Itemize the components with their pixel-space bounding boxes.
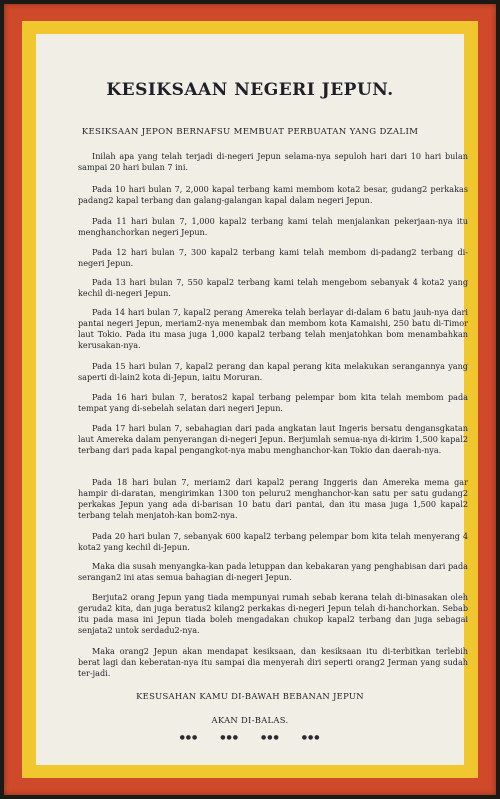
ornament-group: ●●●	[301, 734, 321, 741]
paragraph-surrender: Maka orang2 Jepun akan mendapat kesiksaan, dan kesiksaan itu di-terbitkan terlebih berat lagi dan keberatan-nya itu sampai dia menyerah diri seperti orang2 Jerman yang sudah ter-jadi.	[78, 646, 468, 678]
paragraph-day-13: Pada 13 hari bulan 7, 550 kapal2 terbang kami telah mengebom sebanyak 4 kota2 yang kechil di-negeri Jepun.	[78, 277, 468, 298]
poster-subtitle: KESIKSAAN JEPON BERNAFSU MEMBUAT PERBUATAN YANG DZALIM	[81, 127, 419, 137]
paragraph-day-17: Pada 17 hari bulan 7, sebahagian dari pada angkatan laut Ingeris bersatu dengansgkatan laut Amereka dalam penyerangan di-negeri Jepun. Berjumlah semua-nya di-kirim 1,500 kapal2 terbang dari pada kapal pengangkot-nya mabu menghanchor-kan Tokio dan daerah-nya.	[78, 423, 468, 455]
paragraph-intro: Inilah apa yang telah terjadi di-negeri Jepun selama-nya sepuloh hari dari 10 hari bulan sampai 20 hari bulan 7 ini.	[78, 151, 468, 172]
paragraph-day-16: Pada 16 hari bulan 7, beratos2 kapal terbang pelempar bom kita telah membom pada tempat yang di-sebelah selatan dari negeri Jepun.	[78, 392, 468, 413]
closing-line-1: KESUSAHAN KAMU DI-BAWAH BEBANAN JEPUN	[136, 691, 364, 701]
paragraph-day-20: Pada 20 hari bulan 7, sebanyak 600 kapal2 terbang pelempar bom kita telah menyerang 4 kota2 yang kechil di-Jepun.	[78, 531, 468, 552]
ornament-group: ●●●	[261, 734, 280, 741]
paragraph-day-15: Pada 15 hari bulan 7, kapal2 perang dan kapal perang kita melakukan serangannya yang saperti di-lain2 kota di-Jepun, iaitu Moruran.	[78, 361, 468, 382]
poster-title: KESIKSAAN NEGERI JEPUN.	[106, 80, 394, 100]
poster-body	[36, 34, 468, 765]
yellow-border	[22, 21, 478, 778]
closing-line-2: AKAN DI-BALAS.	[211, 715, 289, 725]
paragraph-day-10: Pada 10 hari bulan 7, 2,000 kapal terbang kami membom kota2 besar, gudang2 perkakas padang2 kapal terbang dan galang-galangan kapal dalam negeri Jepun.	[78, 184, 468, 205]
paragraph-homeless: Berjuta2 orang Jepun yang tiada mempunyai rumah sebab kerana telah di-binasakan oleh geruda2 kita, dan juga beratus2 kilang2 perkakas di-negeri Jepun telah di-hanchorkan. Sebab itu pada masa ini Jepun tiada boleh mengadakan chukop kapal2 terbang dan juga sebagai senjata2 untok serdadu2-nya.	[78, 592, 468, 635]
paragraph-destruction: Maka dia susah menyangka-kan pada letuppan dan kebakaran yang penghabisan dari pada serangan2 ini atas semua bahagian di-negeri Jepun.	[78, 561, 468, 582]
paragraph-day-18: Pada 18 hari bulan 7, meriam2 dari kapal2 perang Inggeris dan Amereka mema gar hampir di-daratan, mengirimkan 1300 ton peluru2 menghanchor-kan satu per satu gudang2 perkakas Jepun yang ada di-barisan 10 batu dari pantai, dan itu masa juga 1,500 kapal2 terbang telah menjatoh-kan bom2-nya.	[78, 477, 468, 520]
poster-sheet	[4, 4, 496, 795]
paragraph-day-14: Pada 14 hari bulan 7, kapal2 perang Amereka telah berlayar di-dalam 6 batu jauh-nya dari pantai negeri Jepun, meriam2-nya menembak dan membom kota Kamaishi, 250 batu di-Timor laut Tokio. Pada itu masa juga 1,000 kapal2 terbang telah menjatohkan bom menambahkan kerusakan-nya.	[78, 307, 468, 350]
ornament-group: ●●●	[179, 734, 199, 741]
ornament-row	[36, 734, 464, 741]
paragraph-day-11: Pada 11 hari bulan 7, 1,000 kapal2 terbang kami telah menjalankan pekerjaan-nya itu menghanchorkan negeri Jepun.	[78, 216, 468, 237]
ornament-group: ●●●	[220, 734, 239, 741]
paragraph-day-12: Pada 12 hari bulan 7, 300 kapal2 terbang kami telah membom di-padang2 terbang di-negeri Jepun.	[78, 247, 468, 268]
